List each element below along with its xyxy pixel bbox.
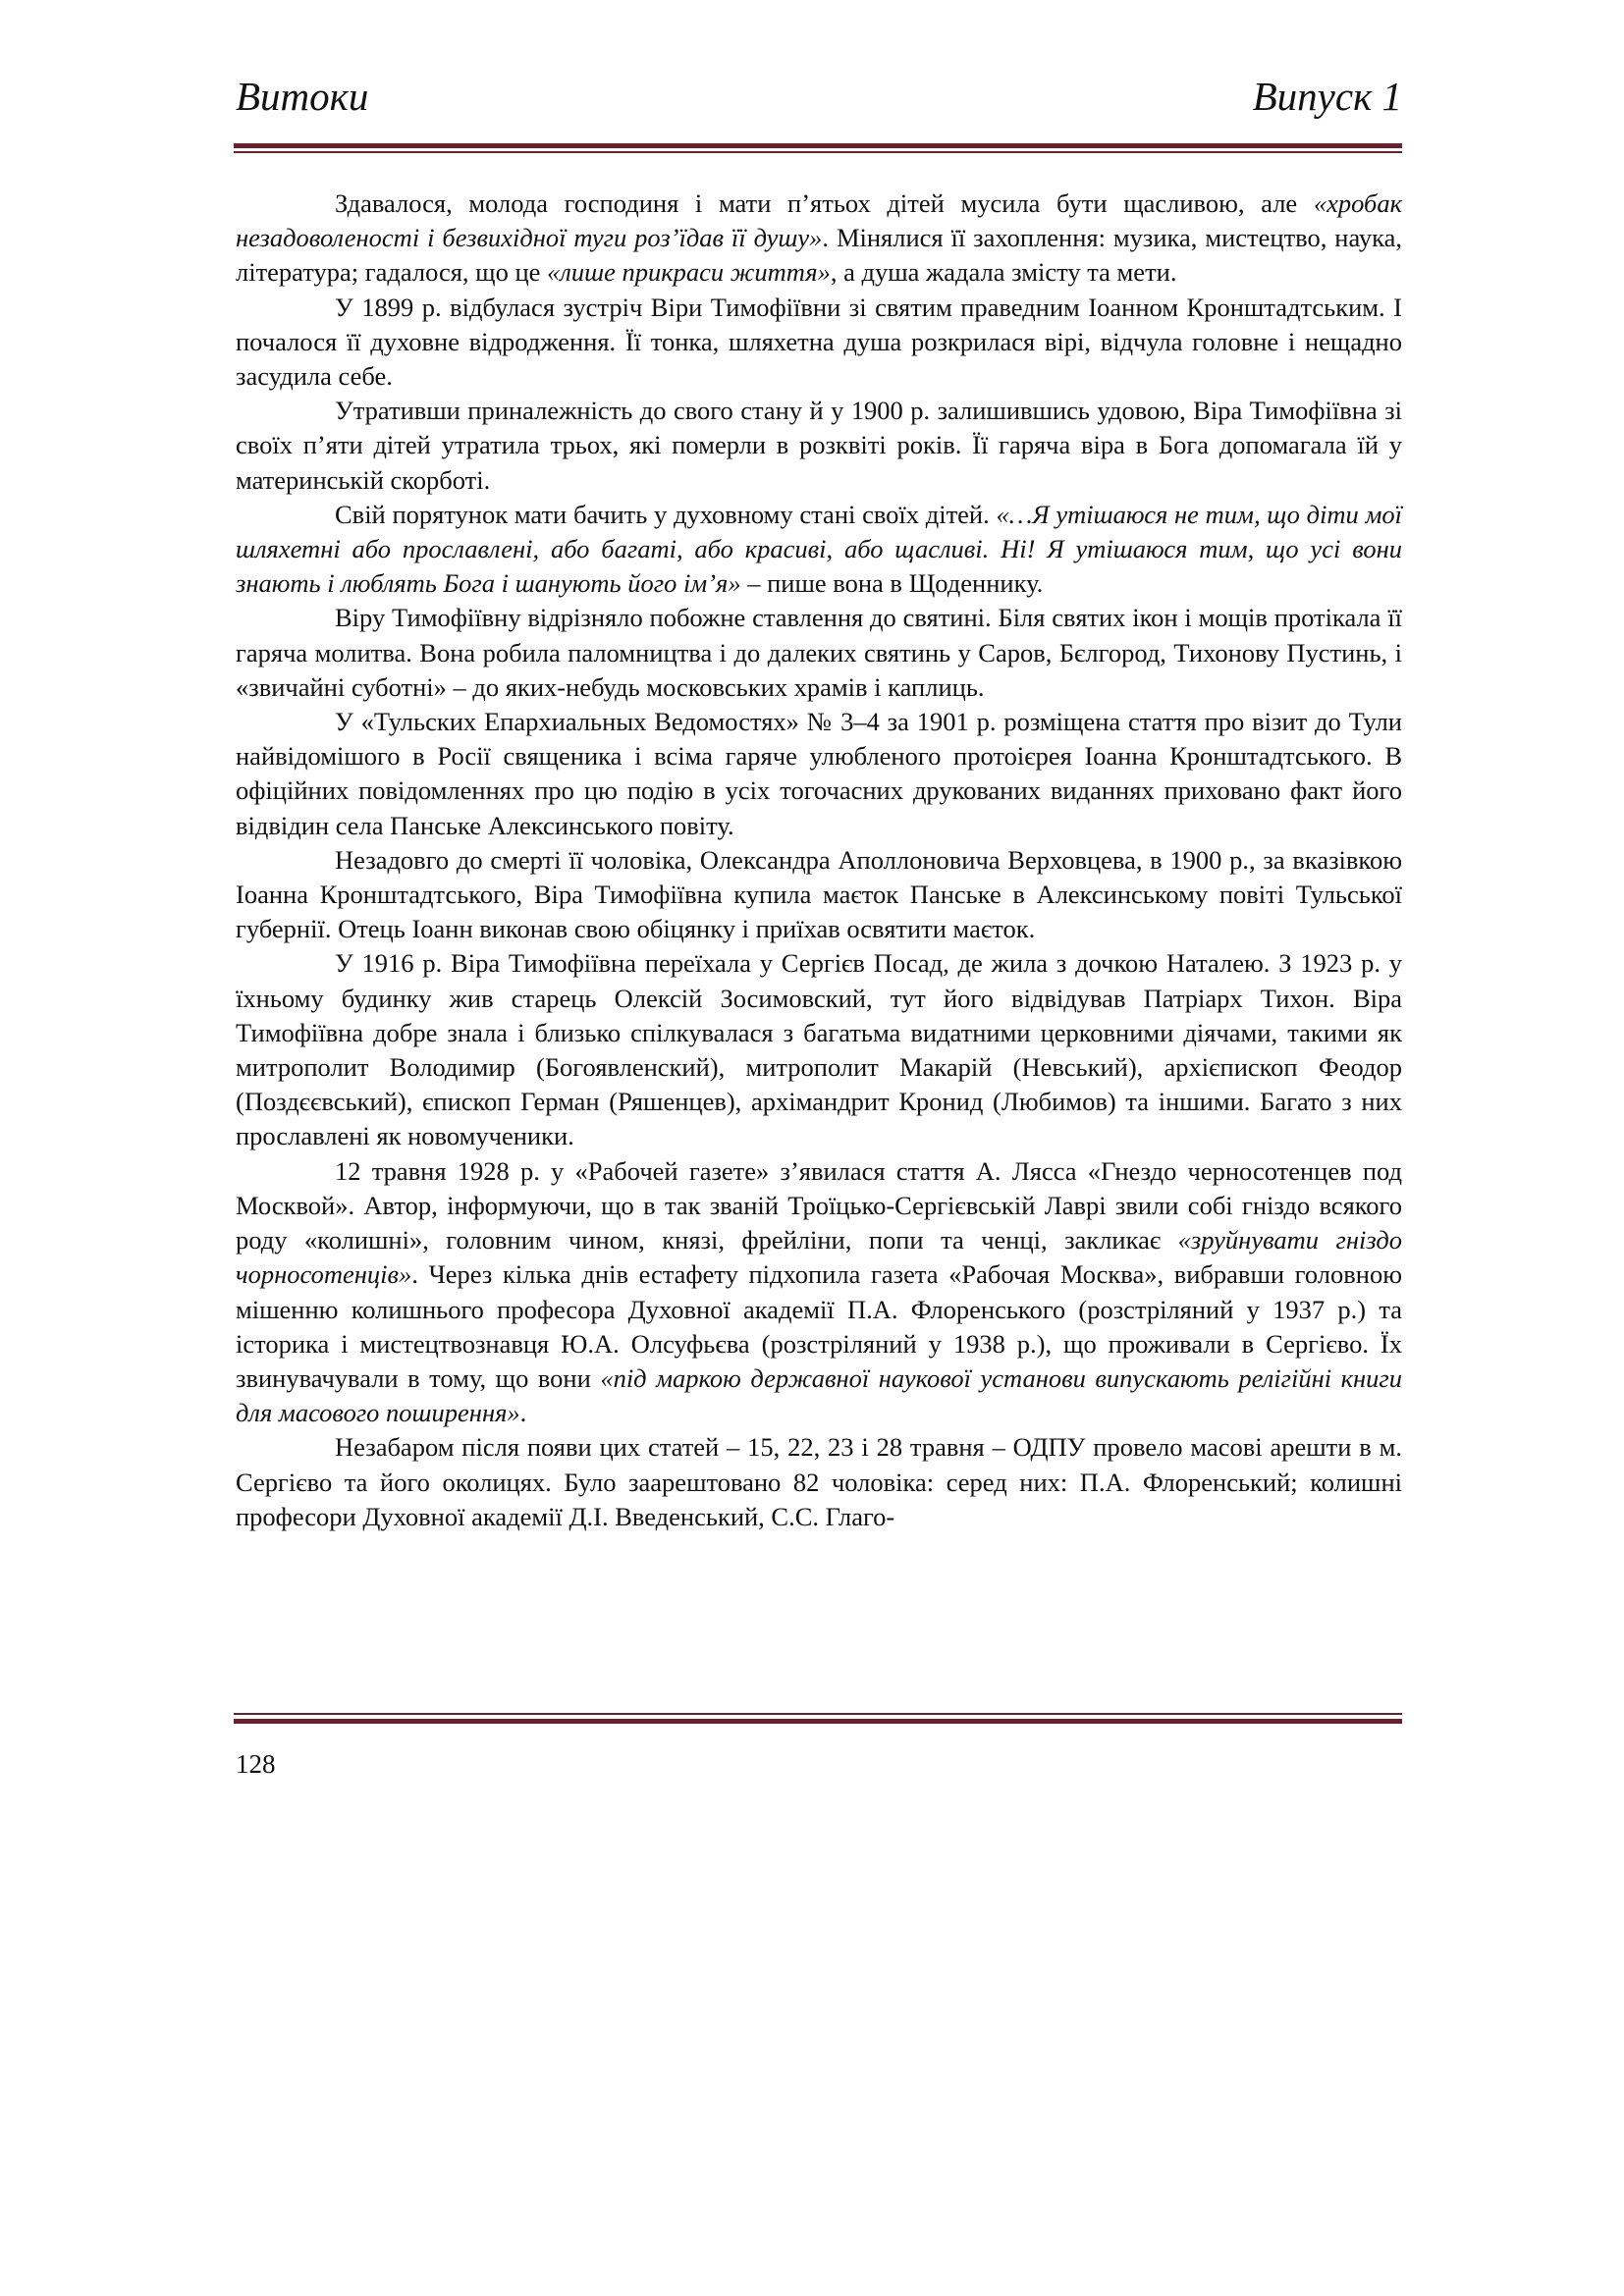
quote-text: «зруйнувати гніздо чорносотенців»: [236, 1225, 1402, 1290]
issue-label: Випуск 1: [1252, 74, 1402, 119]
paragraph: [236, 1154, 1402, 1431]
quote-text: «хробак незадоволеності і безвихідної туги роз’їдав її душу»: [236, 188, 1402, 253]
paragraph-text: Незадовго до смерті її чоловіка, Олександра Аполлоновича Верховцева, в 1900 р., за вказівкою Іоанна Кронштадтського, Віра Тимофіївна купила маєток Панське в Алексинському повіті Тульської губернії. Отець Іоанн виконав свою обіцянку і приїхав освятити маєток.: [236, 844, 1402, 944]
paragraph-text: , а душа жадала змісту та мети.: [830, 257, 1177, 288]
journal-title: Витоки: [236, 74, 369, 119]
paragraph: [236, 394, 1402, 498]
paragraph-text: У 1899 р. відбулася зустріч Віри Тимофіївни зі святим праведним Іоанном Кронштадтським. І почалося її духовне відродження. Її тонка, шляхетна душа розкрилася вірі, відчула головне і нещадно засудила себе.: [236, 292, 1402, 392]
paragraph-text: У 1916 р. Віра Тимофіївна переїхала у Сергієв Посад, де жила з дочкою Наталею. З 1923 р. у їхньому будинку жив старець Олексій Зосимовский, тут його відвідував Патріарх Тихон. Віра Тимофіївна добре знала і близько спілкувалася з багатьма видатними церковними діячами, такими як митрополит Володимир (Богоявленский), митрополит Макарій (Невський), архієпископ Феодор (Поздєєвський), єпископ Герман (Ряшенцев), архімандрит Кронид (Любимов) та іншими. Багато з них прославлені як новомученики.: [236, 948, 1402, 1151]
paragraph-text: Свій порятунок мати бачить у духовному стані своїх дітей.: [335, 499, 997, 529]
paragraph: [236, 601, 1402, 705]
quote-text: «…Я утішаюся не тим, що діти мої шляхетні або прославлені, або багаті, або красиві, або щасливі. Ні! Я утішаюся тим, що усі вони знають і люблять Бога і шанують його ім’я»: [236, 499, 1402, 599]
paragraph-text: . Через кілька днів естафету підхопила газета «Рабочая Москва», вибравши головною мішенню колишнього професора Духовної академії П.А. Флоренського (розстріляний у 1937 р.) та історика і мистецтвознавця Ю.А. Олсуфьєва (розстріляний у 1938 р.), що проживали в Сергієво. Їх звинувачували в тому, що вони: [236, 1259, 1402, 1393]
paragraph-text: Віру Тимофіївну відрізняло побожне ставлення до святині. Біля святих ікон і мощів протікала її гаряча молитва. Вона робила паломництва і до далеких святинь у Саров, Бєлгород, Тихонову Пустинь, і «звичайні суботні» – до яких-небудь московських храмів і каплиць.: [236, 603, 1402, 702]
paragraph: [236, 498, 1402, 602]
paragraph-text: 12 травня 1928 р. у «Рабочей газете» з’явилася стаття А. Лясса «Гнездо черносотенцев под Москвой». Автор, інформуючи, що в так званій Троїцько-Сергієвській Лаврі звили собі гніздо всякого роду «колишні», головним чином, князі, фрейліни, попи та ченці, закликає: [236, 1155, 1402, 1255]
quote-text: «лише прикраси життя»: [547, 257, 831, 288]
paragraph: [236, 705, 1402, 843]
paragraph: [236, 946, 1402, 1153]
article-body: [236, 187, 1402, 1534]
paragraph-text: Утративши приналежність до свого стану й у 1900 р. залишившись удовою, Віра Тимофіївна зі своїх п’яти дітей утратила трьох, які померли в розквіті років. Її гаряча віра в Бога допомагала їй у материнській скорботі.: [236, 396, 1402, 495]
paragraph: [236, 1430, 1402, 1534]
paragraph-text: . Мінялися її захоплення: музика, мистецтво, наука, література; гадалося, що це: [236, 223, 1402, 288]
footer-rule-thick: [234, 1719, 1402, 1724]
header-rule-thick: [234, 143, 1402, 148]
footer-rule-thin: [234, 1713, 1402, 1715]
running-header: [236, 73, 1402, 132]
page-number: 128: [236, 1749, 276, 1779]
paragraph: [236, 291, 1402, 395]
quote-text: «під маркою державної наукової установи випускають релігійні книги для масового поширення»: [236, 1362, 1402, 1428]
paragraph: [236, 187, 1402, 291]
paragraph: [236, 843, 1402, 947]
paragraph-text: Незабаром після появи цих статей – 15, 22, 23 і 28 травня – ОДПУ провело масові арешти в м. Сергієво та його околицях. Було заарештовано 82 чоловіка: серед них: П.А. Флоренський; колишні професори Духовної академії Д.І. Введенський, С.С. Глаго-: [236, 1432, 1402, 1531]
paragraph-text: .: [519, 1398, 527, 1428]
paragraph-text: У «Тульских Епархиальных Ведомостях» № 3–4 за 1901 р. розміщена стаття про візит до Тули найвідомішого в Росії священика і всіма гаряче улюбленого протоієрея Іоанна Кронштадтського. В офіційних повідомленнях про цю подію в усіх тогочасних друкованих виданнях приховано факт його відвідин села Панське Алексинського повіту.: [236, 707, 1402, 840]
paragraph-text: – пише вона в Щоденнику.: [740, 568, 1044, 599]
header-rule-thin: [234, 151, 1402, 153]
paragraph-text: Здавалося, молода господиня і мати п’ятьох дітей мусила бути щасливою, але: [335, 188, 1314, 218]
